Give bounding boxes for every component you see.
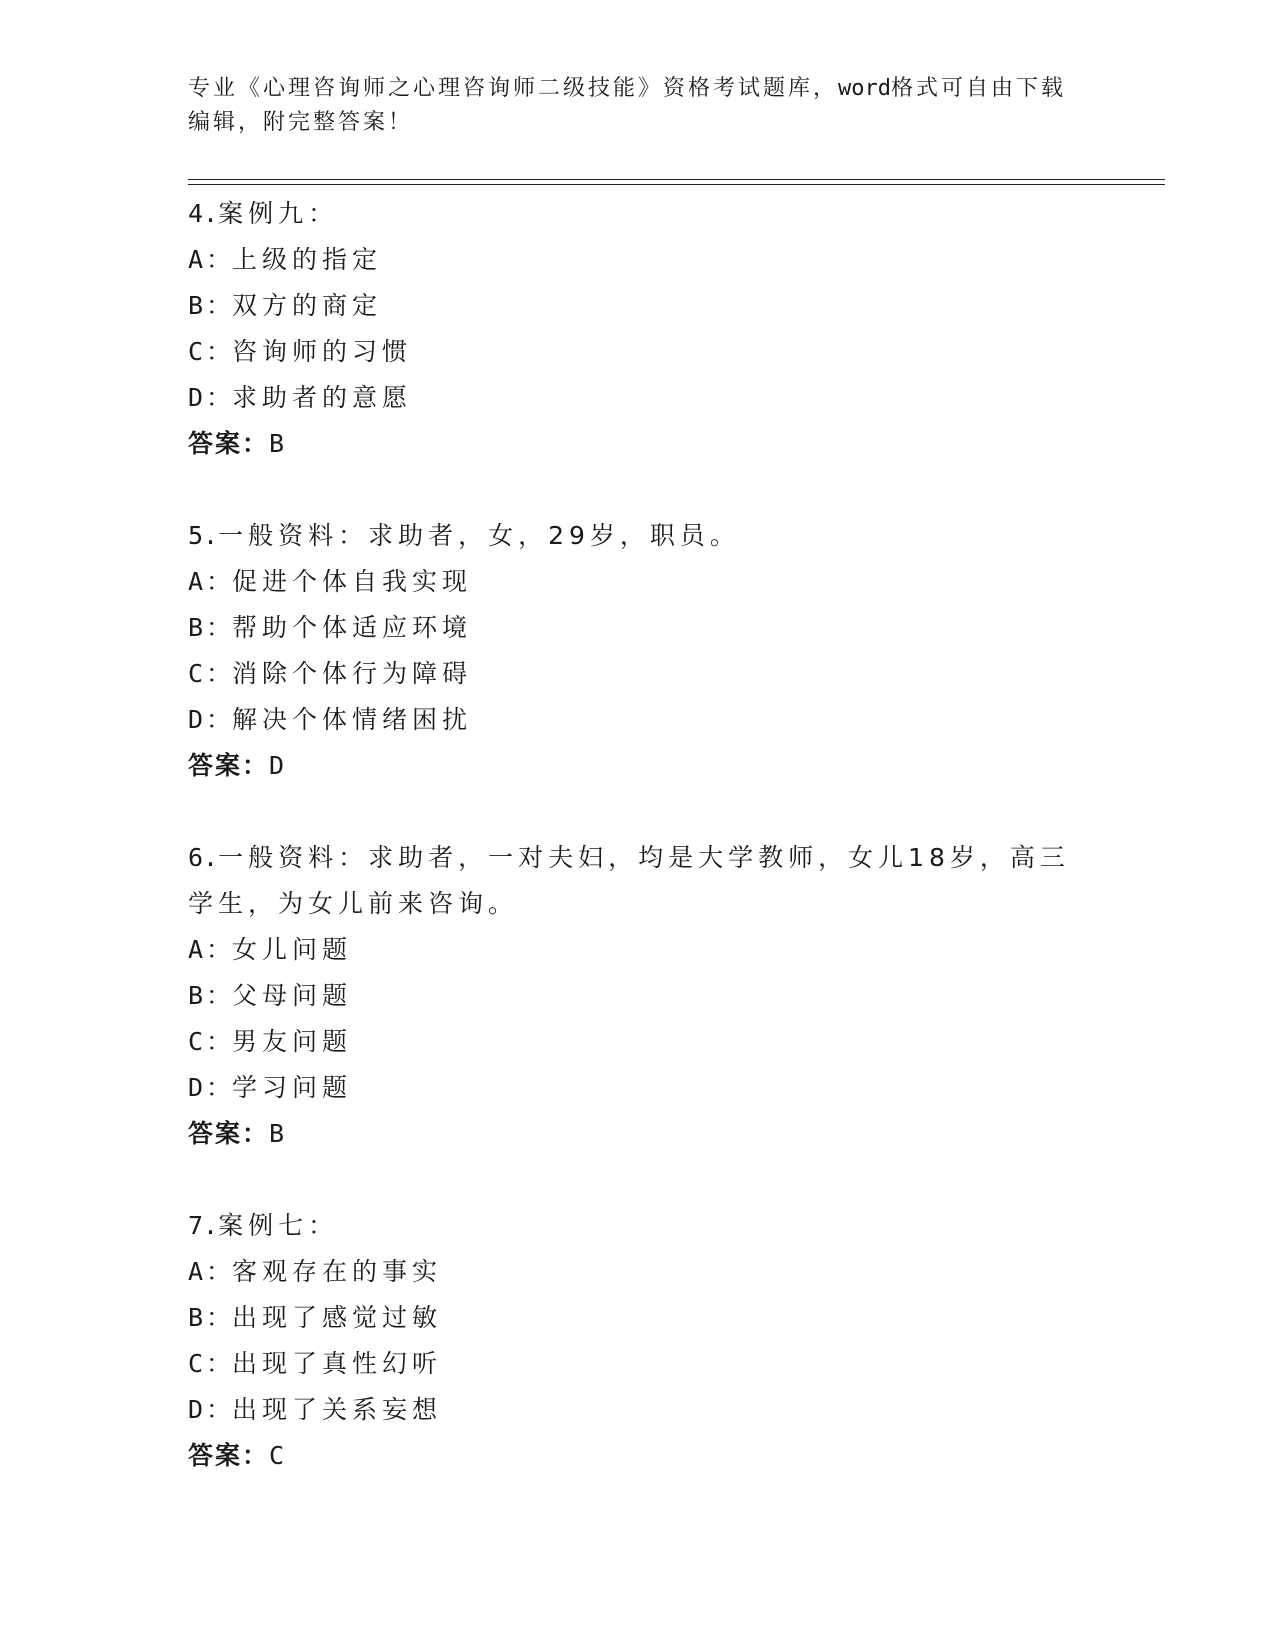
option-text: 帮助个体适应环境 xyxy=(232,613,473,642)
answer-value: B xyxy=(269,429,287,458)
header-line-1-pre: 专业《心理咨询师之心理咨询师二级技能》资格考试题库， xyxy=(188,76,839,101)
answer-value: B xyxy=(269,1119,287,1148)
option-text: 客观存在的事实 xyxy=(232,1257,443,1286)
document-header xyxy=(188,72,1088,140)
question-title xyxy=(188,835,1088,927)
option-b xyxy=(188,283,1138,329)
option-b xyxy=(188,1295,1138,1341)
option-a xyxy=(188,1249,1138,1295)
question-title xyxy=(188,513,1138,559)
question-item xyxy=(188,191,1138,467)
answer-value: C xyxy=(269,1441,287,1470)
header-line-1 xyxy=(188,72,1088,106)
option-c xyxy=(188,1019,1138,1065)
option-b xyxy=(188,605,1138,651)
question-number: 7. xyxy=(188,1211,219,1240)
option-separator: ： xyxy=(206,935,237,964)
option-text: 上级的指定 xyxy=(232,245,383,274)
option-separator: ： xyxy=(206,337,237,366)
option-text: 求助者的意愿 xyxy=(232,383,413,412)
question-number: 4. xyxy=(188,199,219,228)
option-c xyxy=(188,651,1138,697)
header-divider-bottom xyxy=(188,184,1165,185)
question-item xyxy=(188,513,1138,789)
answer-label: 答案： xyxy=(188,1119,270,1148)
option-letter: C xyxy=(188,659,204,688)
option-separator: ： xyxy=(206,981,237,1010)
option-letter: B xyxy=(188,291,204,320)
option-letter: D xyxy=(188,1395,204,1424)
option-letter: B xyxy=(188,1303,204,1332)
answer-line xyxy=(188,1433,1138,1479)
option-text: 咨询师的习惯 xyxy=(232,337,413,366)
option-separator: ： xyxy=(206,659,237,688)
answer-line xyxy=(188,743,1138,789)
option-a xyxy=(188,927,1138,973)
header-line-1-post: 格式可自由下载 xyxy=(891,76,1067,101)
option-text: 促进个体自我实现 xyxy=(232,567,473,596)
option-b xyxy=(188,973,1138,1019)
question-title xyxy=(188,1203,1138,1249)
question-title xyxy=(188,191,1138,237)
answer-label: 答案： xyxy=(188,751,270,780)
answer-line xyxy=(188,421,1138,467)
option-text: 出现了关系妄想 xyxy=(232,1395,443,1424)
answer-label: 答案： xyxy=(188,1441,270,1470)
question-text: 案例九： xyxy=(218,199,339,228)
option-text: 学习问题 xyxy=(232,1073,353,1102)
option-separator: ： xyxy=(206,1257,237,1286)
option-a xyxy=(188,237,1138,283)
option-letter: D xyxy=(188,383,204,412)
option-separator: ： xyxy=(206,1073,237,1102)
option-text: 出现了感觉过敏 xyxy=(232,1303,443,1332)
option-text: 出现了真性幻听 xyxy=(232,1349,443,1378)
question-number: 6. xyxy=(188,843,219,872)
question-text: 一般资料：求助者，女，29岁，职员。 xyxy=(218,521,740,550)
option-d xyxy=(188,697,1138,743)
option-letter: A xyxy=(188,567,204,596)
header-divider-top xyxy=(188,179,1165,180)
option-c xyxy=(188,329,1138,375)
option-letter: A xyxy=(188,935,204,964)
question-item xyxy=(188,1203,1138,1479)
option-letter: D xyxy=(188,705,204,734)
header-line-1-word: word xyxy=(838,76,891,101)
option-separator: ： xyxy=(206,383,237,412)
option-separator: ： xyxy=(206,245,237,274)
option-text: 双方的商定 xyxy=(232,291,383,320)
option-letter: C xyxy=(188,1349,204,1378)
option-letter: B xyxy=(188,981,204,1010)
option-separator: ： xyxy=(206,291,237,320)
option-d xyxy=(188,1065,1138,1111)
option-separator: ： xyxy=(206,1349,237,1378)
option-letter: A xyxy=(188,1257,204,1286)
option-d xyxy=(188,375,1138,421)
option-d xyxy=(188,1387,1138,1433)
option-separator: ： xyxy=(206,1027,237,1056)
option-letter: D xyxy=(188,1073,204,1102)
question-number: 5. xyxy=(188,521,219,550)
option-separator: ： xyxy=(206,567,237,596)
option-a xyxy=(188,559,1138,605)
answer-line xyxy=(188,1111,1138,1157)
option-text: 消除个体行为障碍 xyxy=(232,659,473,688)
option-text: 男友问题 xyxy=(232,1027,353,1056)
question-text: 案例七： xyxy=(218,1211,339,1240)
option-text: 女儿问题 xyxy=(232,935,353,964)
question-text: 一般资料：求助者，一对夫妇，均是大学教师，女儿18岁，高三学生，为女儿前来咨询。 xyxy=(188,843,1070,918)
option-separator: ： xyxy=(206,1303,237,1332)
question-list xyxy=(188,191,1138,1525)
answer-label: 答案： xyxy=(188,429,270,458)
header-line-2: 编辑，附完整答案！ xyxy=(188,110,414,135)
option-separator: ： xyxy=(206,1395,237,1424)
option-text: 父母问题 xyxy=(232,981,353,1010)
option-letter: A xyxy=(188,245,204,274)
option-separator: ： xyxy=(206,613,237,642)
option-c xyxy=(188,1341,1138,1387)
option-separator: ： xyxy=(206,705,237,734)
answer-value: D xyxy=(269,751,287,780)
option-letter: C xyxy=(188,337,204,366)
option-text: 解决个体情绪困扰 xyxy=(232,705,473,734)
option-letter: C xyxy=(188,1027,204,1056)
option-letter: B xyxy=(188,613,204,642)
question-item xyxy=(188,835,1138,1157)
